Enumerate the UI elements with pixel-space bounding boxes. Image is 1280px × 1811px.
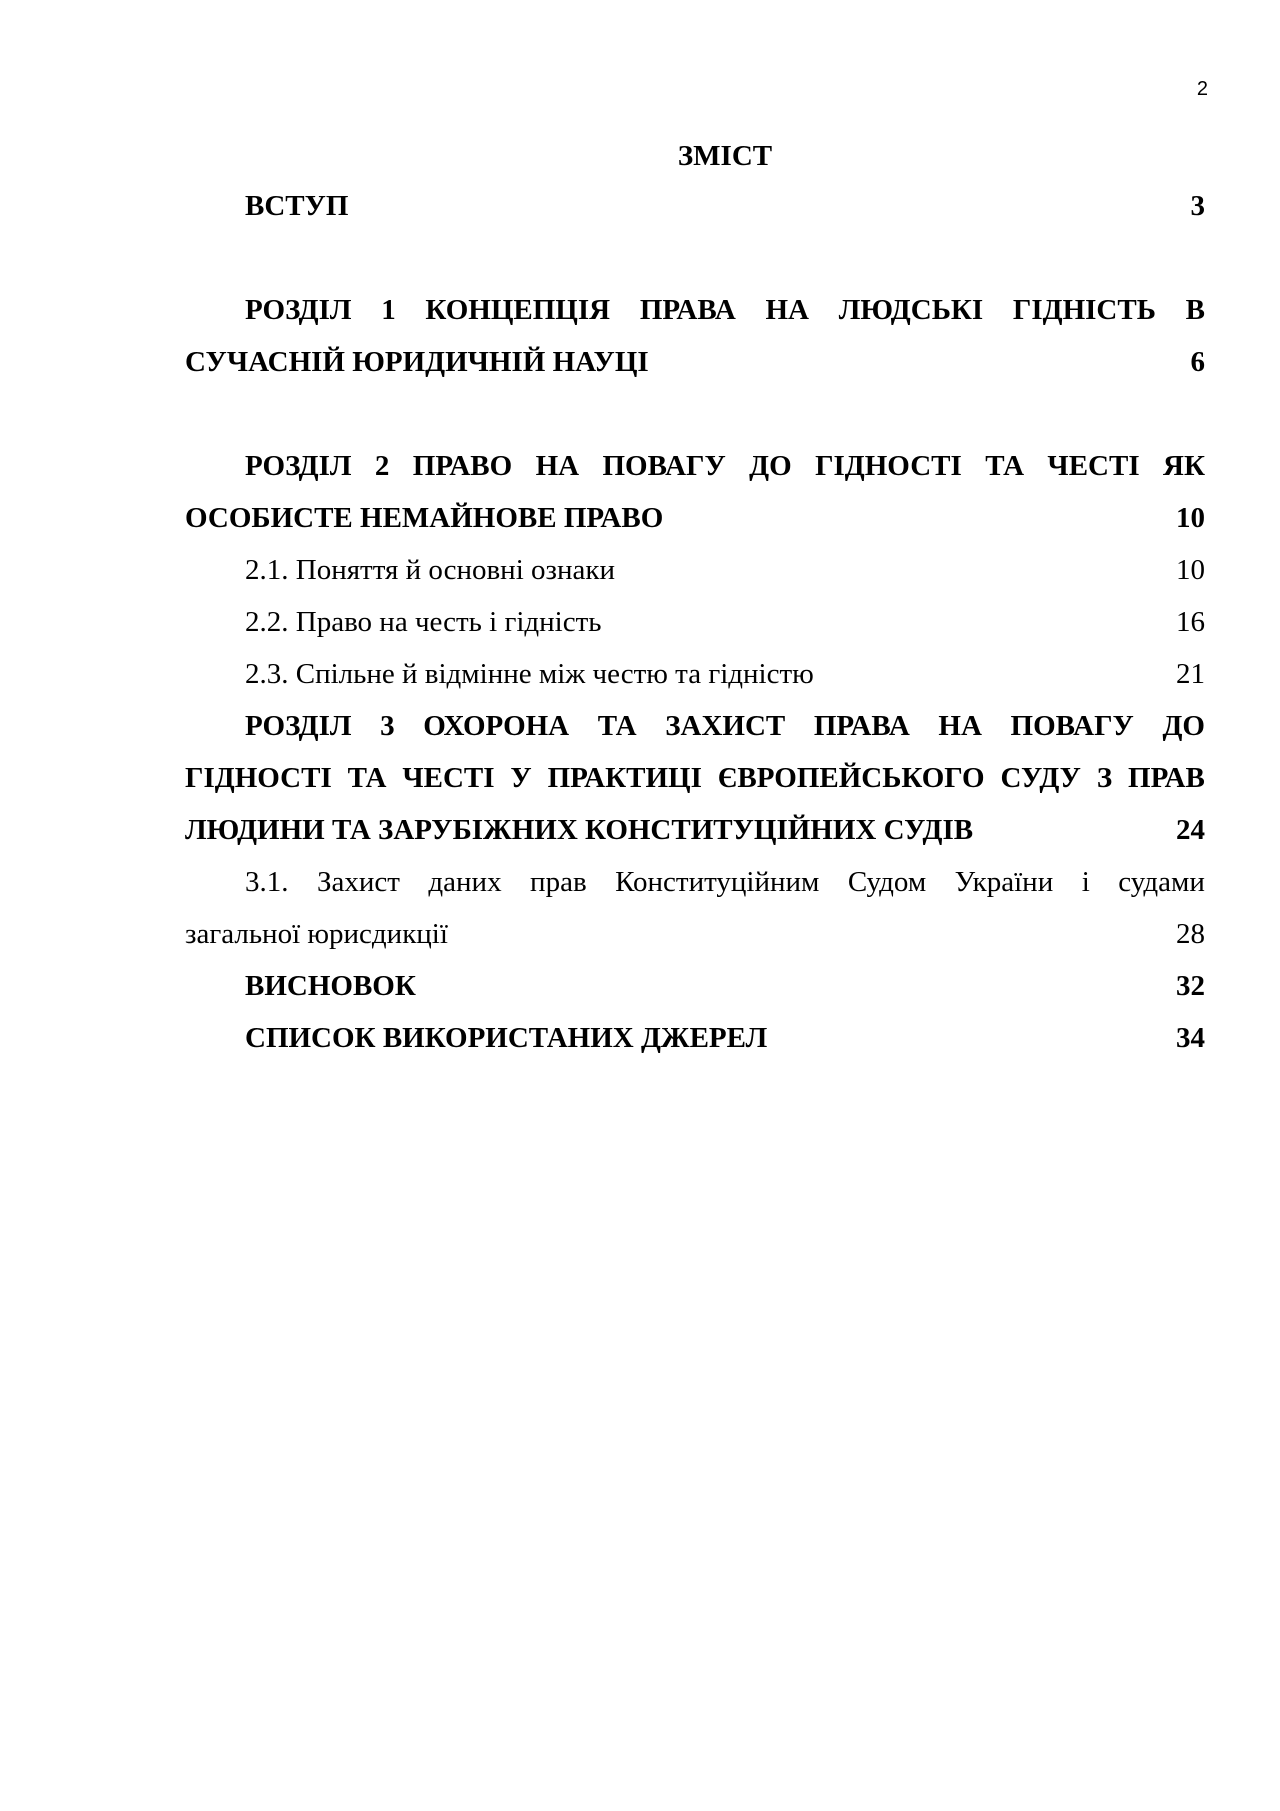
- toc-entry-line-2: [185, 752, 1205, 804]
- toc-word: Судом: [847, 866, 927, 898]
- toc-word: НА: [765, 294, 809, 326]
- toc-word: 1: [381, 294, 396, 326]
- toc-word: ПРАВА: [813, 710, 910, 742]
- toc-word: НА: [938, 710, 982, 742]
- toc-entry-page: 10: [1176, 554, 1205, 586]
- toc-entry-section-2-2[interactable]: [185, 596, 1205, 648]
- toc-entry-references[interactable]: [185, 1012, 1205, 1064]
- toc-entry-chapter-2[interactable]: [185, 440, 1205, 544]
- toc-entry-page: 10: [1176, 502, 1205, 534]
- toc-word: РОЗДІЛ: [245, 294, 352, 326]
- toc-entry-label: 2.3. Спільне й відмінне між честю та гідністю: [245, 658, 814, 690]
- toc-entry-page: 24: [1176, 814, 1205, 846]
- toc-entry-page: 6: [1190, 346, 1205, 378]
- toc-word: ЄВРОПЕЙСЬКОГО: [717, 762, 985, 794]
- toc-entry-chapter-3[interactable]: [185, 700, 1205, 856]
- toc-entry-label: 2.1. Поняття й основні ознаки: [245, 554, 615, 586]
- toc-word: ЧЕСТІ: [1047, 450, 1140, 482]
- toc-word: ПОВАГУ: [1010, 710, 1134, 742]
- toc-entry-line-2: [185, 908, 1205, 960]
- toc-word: ДО: [1162, 710, 1205, 742]
- toc-entry-page: 21: [1176, 658, 1205, 690]
- toc-word: ЛЮДСЬКІ: [838, 294, 984, 326]
- toc-entry-label: 2.2. Право на честь і гідність: [245, 606, 602, 638]
- toc-entry-page: 28: [1176, 918, 1205, 950]
- toc-entry-section-2-1[interactable]: [185, 544, 1205, 596]
- toc-word: ТА: [985, 450, 1025, 482]
- toc-entry-label: загальної юрисдикції: [185, 918, 448, 950]
- table-of-contents: [185, 180, 1205, 1064]
- toc-word: КОНЦЕПЦІЯ: [425, 294, 611, 326]
- toc-entry-label: СУЧАСНІЙ ЮРИДИЧНІЙ НАУЦІ: [185, 346, 649, 378]
- toc-entry-page: 3: [1190, 190, 1205, 222]
- toc-word: України: [954, 866, 1054, 898]
- toc-word: ЗАХИСТ: [665, 710, 786, 742]
- toc-entry-section-3-1[interactable]: [185, 856, 1205, 960]
- toc-entry-line-3: [185, 804, 1205, 856]
- toc-entry-line-1: [185, 700, 1205, 752]
- toc-word: ДО: [749, 450, 792, 482]
- toc-word: ЯК: [1163, 450, 1205, 482]
- toc-entry-line-1: [185, 284, 1205, 336]
- toc-word: РОЗДІЛ: [245, 710, 352, 742]
- toc-word: ПРАВ: [1128, 762, 1205, 794]
- toc-word: НА: [535, 450, 580, 482]
- toc-word: РОЗДІЛ: [245, 450, 352, 482]
- toc-word: 3.1.: [245, 866, 289, 898]
- toc-word: судами: [1118, 866, 1205, 898]
- toc-word: ТА: [597, 710, 637, 742]
- toc-entry-page: 34: [1176, 1022, 1205, 1054]
- toc-word: ГІДНОСТІ: [815, 450, 962, 482]
- toc-word: даних: [428, 866, 502, 898]
- toc-word: і: [1081, 866, 1090, 898]
- toc-entry-line-1: [185, 856, 1205, 908]
- toc-entry-label: ВИСНОВОК: [245, 970, 416, 1002]
- toc-word: Конституційним: [615, 866, 820, 898]
- toc-word: В: [1185, 294, 1205, 326]
- toc-entry-page: 32: [1176, 970, 1205, 1002]
- toc-entry-section-2-3[interactable]: [185, 648, 1205, 700]
- toc-entry-label: СПИСОК ВИКОРИСТАНИХ ДЖЕРЕЛ: [245, 1022, 768, 1054]
- toc-word: СУДУ: [1000, 762, 1081, 794]
- toc-entry-label: ВСТУП: [245, 190, 349, 222]
- toc-entry-line-2: [185, 492, 1205, 544]
- toc-word: 3: [380, 710, 395, 742]
- toc-entry-label: ЛЮДИНИ ТА ЗАРУБІЖНИХ КОНСТИТУЦІЙНИХ СУДІВ: [185, 814, 974, 846]
- toc-entry-introduction[interactable]: [185, 180, 1205, 232]
- toc-word: ГІДНІСТЬ: [1012, 294, 1156, 326]
- toc-entry-line-2: [185, 336, 1205, 388]
- toc-entry-label: ОСОБИСТЕ НЕМАЙНОВЕ ПРАВО: [185, 502, 664, 534]
- toc-word: ГІДНОСТІ: [185, 762, 332, 794]
- toc-word: прав: [530, 866, 587, 898]
- toc-entry-chapter-1[interactable]: [185, 284, 1205, 388]
- toc-word: ПОВАГУ: [602, 450, 726, 482]
- toc-word: ЧЕСТІ: [402, 762, 495, 794]
- toc-word: ПРАКТИЦІ: [547, 762, 702, 794]
- toc-word: ОХОРОНА: [423, 710, 570, 742]
- toc-word: Захист: [316, 866, 400, 898]
- toc-word: З: [1096, 762, 1113, 794]
- toc-entry-page: 16: [1176, 606, 1205, 638]
- toc-entry-line-1: [185, 440, 1205, 492]
- toc-word: ПРАВА: [639, 294, 736, 326]
- toc-title: ЗМІСТ: [677, 140, 773, 172]
- toc-word: ПРАВО: [412, 450, 513, 482]
- page-number: 2: [1196, 78, 1208, 100]
- toc-word: ТА: [347, 762, 387, 794]
- toc-word: 2: [374, 450, 390, 482]
- toc-word: У: [510, 762, 532, 794]
- toc-entry-conclusion[interactable]: [185, 960, 1205, 1012]
